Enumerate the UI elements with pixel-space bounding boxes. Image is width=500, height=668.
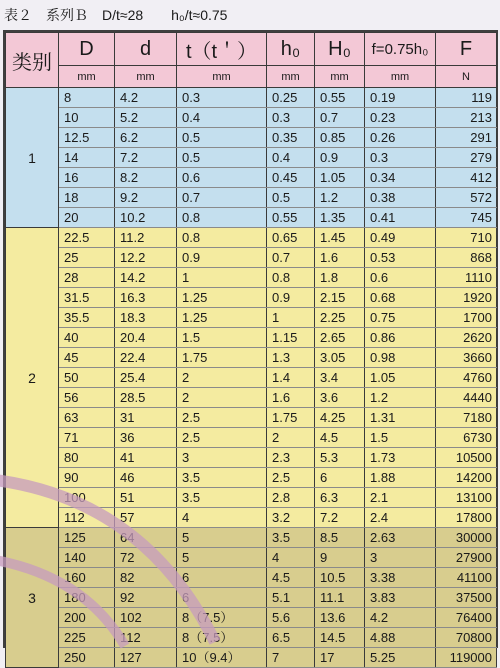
table-row bbox=[6, 168, 497, 188]
table-row bbox=[6, 248, 497, 268]
cell-H0: 14.5 bbox=[315, 628, 365, 648]
cell-F: 291 bbox=[436, 128, 497, 148]
table-row bbox=[6, 488, 497, 508]
table-body bbox=[6, 88, 497, 668]
cell-d: 4.2 bbox=[115, 88, 177, 108]
cell-F: 412 bbox=[436, 168, 497, 188]
cell-D: 56 bbox=[59, 388, 115, 408]
cell-t: 0.4 bbox=[177, 108, 267, 128]
cell-F: 3660 bbox=[436, 348, 497, 368]
cell-f: 1.88 bbox=[365, 468, 436, 488]
cell-h0: 6.5 bbox=[267, 628, 315, 648]
cell-f: 1.31 bbox=[365, 408, 436, 428]
unit-cell: mm bbox=[177, 66, 267, 88]
table-row bbox=[6, 508, 497, 528]
cell-F: 70800 bbox=[436, 628, 497, 648]
unit-cell: mm bbox=[315, 66, 365, 88]
cell-h0: 0.3 bbox=[267, 108, 315, 128]
cell-H0: 0.9 bbox=[315, 148, 365, 168]
cell-H0: 5.3 bbox=[315, 448, 365, 468]
cell-f: 0.53 bbox=[365, 248, 436, 268]
cell-F: 2620 bbox=[436, 328, 497, 348]
cell-D: 250 bbox=[59, 648, 115, 668]
cell-F: 14200 bbox=[436, 468, 497, 488]
cell-f: 0.23 bbox=[365, 108, 436, 128]
cell-f: 1.05 bbox=[365, 368, 436, 388]
cell-f: 1.2 bbox=[365, 388, 436, 408]
cell-H0: 9 bbox=[315, 548, 365, 568]
cell-D: 31.5 bbox=[59, 288, 115, 308]
table-row bbox=[6, 368, 497, 388]
cell-f: 0.3 bbox=[365, 148, 436, 168]
table-row bbox=[6, 228, 497, 248]
cell-t: 1.75 bbox=[177, 348, 267, 368]
cell-t: 8（7.5） bbox=[177, 628, 267, 648]
cell-f: 0.19 bbox=[365, 88, 436, 108]
cell-d: 22.4 bbox=[115, 348, 177, 368]
cell-d: 41 bbox=[115, 448, 177, 468]
cell-H0: 1.6 bbox=[315, 248, 365, 268]
table-row bbox=[6, 88, 497, 108]
cell-h0: 0.45 bbox=[267, 168, 315, 188]
cell-f: 2.1 bbox=[365, 488, 436, 508]
category-cell: 1 bbox=[6, 88, 59, 228]
header-category: 类别 bbox=[6, 33, 59, 88]
cell-H0: 6.3 bbox=[315, 488, 365, 508]
cell-D: 160 bbox=[59, 568, 115, 588]
cell-H0: 3.4 bbox=[315, 368, 365, 388]
cell-f: 3.83 bbox=[365, 588, 436, 608]
cell-t: 2 bbox=[177, 388, 267, 408]
cell-D: 80 bbox=[59, 448, 115, 468]
cell-d: 18.3 bbox=[115, 308, 177, 328]
cell-D: 20 bbox=[59, 208, 115, 228]
cell-t: 6 bbox=[177, 588, 267, 608]
cell-t: 5 bbox=[177, 548, 267, 568]
cell-f: 1.5 bbox=[365, 428, 436, 448]
cell-D: 28 bbox=[59, 268, 115, 288]
table-row bbox=[6, 188, 497, 208]
cell-h0: 0.9 bbox=[267, 288, 315, 308]
table-row bbox=[6, 388, 497, 408]
cell-h0: 5.1 bbox=[267, 588, 315, 608]
cell-D: 63 bbox=[59, 408, 115, 428]
cell-F: 17800 bbox=[436, 508, 497, 528]
spring-table-frame bbox=[3, 30, 498, 665]
cell-f: 0.38 bbox=[365, 188, 436, 208]
table-row bbox=[6, 208, 497, 228]
cell-d: 36 bbox=[115, 428, 177, 448]
cell-D: 180 bbox=[59, 588, 115, 608]
cell-F: 30000 bbox=[436, 528, 497, 548]
table-row bbox=[6, 328, 497, 348]
cell-h0: 0.25 bbox=[267, 88, 315, 108]
cell-D: 71 bbox=[59, 428, 115, 448]
cell-F: 76400 bbox=[436, 608, 497, 628]
cell-t: 4 bbox=[177, 508, 267, 528]
cell-F: 119 bbox=[436, 88, 497, 108]
cell-d: 64 bbox=[115, 528, 177, 548]
cell-f: 2.63 bbox=[365, 528, 436, 548]
cell-f: 0.68 bbox=[365, 288, 436, 308]
cell-H0: 0.85 bbox=[315, 128, 365, 148]
cell-d: 6.2 bbox=[115, 128, 177, 148]
cell-t: 10（9.4） bbox=[177, 648, 267, 668]
unit-cell: mm bbox=[59, 66, 115, 88]
table-row bbox=[6, 628, 497, 648]
header-inner-diameter: d bbox=[115, 33, 177, 66]
cell-F: 6730 bbox=[436, 428, 497, 448]
cell-F: 572 bbox=[436, 188, 497, 208]
cell-H0: 4.5 bbox=[315, 428, 365, 448]
cell-F: 1920 bbox=[436, 288, 497, 308]
cell-D: 18 bbox=[59, 188, 115, 208]
cell-f: 3 bbox=[365, 548, 436, 568]
cell-t: 3.5 bbox=[177, 468, 267, 488]
cell-F: 1110 bbox=[436, 268, 497, 288]
table-row bbox=[6, 528, 497, 548]
cell-H0: 4.25 bbox=[315, 408, 365, 428]
cell-d: 112 bbox=[115, 628, 177, 648]
cell-t: 0.6 bbox=[177, 168, 267, 188]
cell-d: 102 bbox=[115, 608, 177, 628]
cell-H0: 1.45 bbox=[315, 228, 365, 248]
cell-h0: 1.75 bbox=[267, 408, 315, 428]
table-row bbox=[6, 468, 497, 488]
cell-F: 119000 bbox=[436, 648, 497, 668]
cell-h0: 4 bbox=[267, 548, 315, 568]
cell-h0: 1.6 bbox=[267, 388, 315, 408]
cell-t: 0.7 bbox=[177, 188, 267, 208]
cell-h0: 4.5 bbox=[267, 568, 315, 588]
cell-H0: 10.5 bbox=[315, 568, 365, 588]
header-H0: H₀ bbox=[315, 33, 365, 66]
cell-H0: 2.25 bbox=[315, 308, 365, 328]
cell-d: 25.4 bbox=[115, 368, 177, 388]
cell-f: 4.2 bbox=[365, 608, 436, 628]
cell-t: 5 bbox=[177, 528, 267, 548]
table-row bbox=[6, 128, 497, 148]
cell-h0: 2.5 bbox=[267, 468, 315, 488]
cell-t: 0.9 bbox=[177, 248, 267, 268]
cell-H0: 13.6 bbox=[315, 608, 365, 628]
cell-H0: 6 bbox=[315, 468, 365, 488]
cell-D: 200 bbox=[59, 608, 115, 628]
cell-f: 5.25 bbox=[365, 648, 436, 668]
table-row bbox=[6, 608, 497, 628]
cell-F: 4760 bbox=[436, 368, 497, 388]
table-row bbox=[6, 308, 497, 328]
table-row bbox=[6, 448, 497, 468]
cell-t: 1.25 bbox=[177, 288, 267, 308]
cell-D: 100 bbox=[59, 488, 115, 508]
cell-d: 9.2 bbox=[115, 188, 177, 208]
cell-f: 0.34 bbox=[365, 168, 436, 188]
cell-D: 12.5 bbox=[59, 128, 115, 148]
category-cell: 3 bbox=[6, 528, 59, 668]
cell-d: 72 bbox=[115, 548, 177, 568]
cell-h0: 7 bbox=[267, 648, 315, 668]
cell-f: 0.86 bbox=[365, 328, 436, 348]
cell-h0: 0.65 bbox=[267, 228, 315, 248]
cell-D: 225 bbox=[59, 628, 115, 648]
cell-H0: 0.7 bbox=[315, 108, 365, 128]
table-row bbox=[6, 148, 497, 168]
cell-d: 7.2 bbox=[115, 148, 177, 168]
cell-H0: 1.05 bbox=[315, 168, 365, 188]
cell-h0: 0.55 bbox=[267, 208, 315, 228]
cell-H0: 1.2 bbox=[315, 188, 365, 208]
cell-h0: 1.3 bbox=[267, 348, 315, 368]
cell-d: 5.2 bbox=[115, 108, 177, 128]
header-deflection: f=0.75h₀ bbox=[365, 33, 436, 66]
table-title: 表２ 系列Ｂ D/t≈28 h₀/t≈0.75 bbox=[4, 7, 228, 23]
cell-d: 51 bbox=[115, 488, 177, 508]
cell-f: 0.98 bbox=[365, 348, 436, 368]
cell-H0: 7.2 bbox=[315, 508, 365, 528]
category-cell: 2 bbox=[6, 228, 59, 528]
cell-F: 1700 bbox=[436, 308, 497, 328]
cell-F: 13100 bbox=[436, 488, 497, 508]
cell-t: 3 bbox=[177, 448, 267, 468]
cell-H0: 1.8 bbox=[315, 268, 365, 288]
cell-D: 8 bbox=[59, 88, 115, 108]
cell-t: 2 bbox=[177, 368, 267, 388]
cell-t: 3.5 bbox=[177, 488, 267, 508]
cell-d: 28.5 bbox=[115, 388, 177, 408]
table-row bbox=[6, 408, 497, 428]
cell-D: 10 bbox=[59, 108, 115, 128]
cell-h0: 3.5 bbox=[267, 528, 315, 548]
cell-t: 1.5 bbox=[177, 328, 267, 348]
unit-cell: mm bbox=[267, 66, 315, 88]
cell-t: 1 bbox=[177, 268, 267, 288]
unit-cell: mm bbox=[115, 66, 177, 88]
cell-D: 112 bbox=[59, 508, 115, 528]
cell-D: 125 bbox=[59, 528, 115, 548]
table-row bbox=[6, 648, 497, 668]
cell-D: 35.5 bbox=[59, 308, 115, 328]
cell-H0: 11.1 bbox=[315, 588, 365, 608]
cell-h0: 5.6 bbox=[267, 608, 315, 628]
cell-t: 1.25 bbox=[177, 308, 267, 328]
cell-h0: 2 bbox=[267, 428, 315, 448]
cell-d: 8.2 bbox=[115, 168, 177, 188]
cell-f: 0.26 bbox=[365, 128, 436, 148]
table-row bbox=[6, 288, 497, 308]
cell-D: 22.5 bbox=[59, 228, 115, 248]
cell-d: 31 bbox=[115, 408, 177, 428]
table-row bbox=[6, 568, 497, 588]
header-thickness: t（t＇） bbox=[177, 33, 267, 66]
cell-D: 50 bbox=[59, 368, 115, 388]
cell-H0: 3.6 bbox=[315, 388, 365, 408]
cell-h0: 2.3 bbox=[267, 448, 315, 468]
cell-H0: 2.65 bbox=[315, 328, 365, 348]
cell-d: 10.2 bbox=[115, 208, 177, 228]
cell-h0: 0.5 bbox=[267, 188, 315, 208]
table-row bbox=[6, 268, 497, 288]
cell-D: 40 bbox=[59, 328, 115, 348]
cell-F: 279 bbox=[436, 148, 497, 168]
cell-f: 0.49 bbox=[365, 228, 436, 248]
cell-D: 45 bbox=[59, 348, 115, 368]
cell-D: 14 bbox=[59, 148, 115, 168]
cell-t: 0.8 bbox=[177, 228, 267, 248]
cell-h0: 0.8 bbox=[267, 268, 315, 288]
cell-h0: 3.2 bbox=[267, 508, 315, 528]
cell-H0: 17 bbox=[315, 648, 365, 668]
cell-D: 25 bbox=[59, 248, 115, 268]
cell-D: 90 bbox=[59, 468, 115, 488]
cell-t: 2.5 bbox=[177, 408, 267, 428]
spring-spec-table bbox=[5, 32, 497, 668]
cell-d: 127 bbox=[115, 648, 177, 668]
cell-h0: 0.35 bbox=[267, 128, 315, 148]
table-row bbox=[6, 108, 497, 128]
cell-d: 57 bbox=[115, 508, 177, 528]
cell-f: 0.6 bbox=[365, 268, 436, 288]
cell-d: 12.2 bbox=[115, 248, 177, 268]
cell-F: 7180 bbox=[436, 408, 497, 428]
cell-d: 16.3 bbox=[115, 288, 177, 308]
cell-H0: 0.55 bbox=[315, 88, 365, 108]
cell-t: 6 bbox=[177, 568, 267, 588]
header-outer-diameter: D bbox=[59, 33, 115, 66]
table-row bbox=[6, 588, 497, 608]
table-row bbox=[6, 428, 497, 448]
cell-D: 140 bbox=[59, 548, 115, 568]
cell-d: 14.2 bbox=[115, 268, 177, 288]
cell-F: 868 bbox=[436, 248, 497, 268]
cell-F: 41100 bbox=[436, 568, 497, 588]
cell-H0: 8.5 bbox=[315, 528, 365, 548]
cell-h0: 2.8 bbox=[267, 488, 315, 508]
cell-f: 0.41 bbox=[365, 208, 436, 228]
cell-d: 92 bbox=[115, 588, 177, 608]
cell-d: 11.2 bbox=[115, 228, 177, 248]
cell-f: 3.38 bbox=[365, 568, 436, 588]
table-row bbox=[6, 348, 497, 368]
unit-cell: N bbox=[436, 66, 497, 88]
cell-D: 16 bbox=[59, 168, 115, 188]
header-h0: h₀ bbox=[267, 33, 315, 66]
cell-h0: 1 bbox=[267, 308, 315, 328]
unit-cell: mm bbox=[365, 66, 436, 88]
cell-t: 2.5 bbox=[177, 428, 267, 448]
cell-f: 1.73 bbox=[365, 448, 436, 468]
cell-F: 37500 bbox=[436, 588, 497, 608]
cell-d: 46 bbox=[115, 468, 177, 488]
cell-F: 4440 bbox=[436, 388, 497, 408]
cell-f: 0.75 bbox=[365, 308, 436, 328]
cell-d: 82 bbox=[115, 568, 177, 588]
cell-h0: 0.7 bbox=[267, 248, 315, 268]
cell-d: 20.4 bbox=[115, 328, 177, 348]
cell-F: 213 bbox=[436, 108, 497, 128]
cell-F: 27900 bbox=[436, 548, 497, 568]
cell-F: 10500 bbox=[436, 448, 497, 468]
cell-F: 710 bbox=[436, 228, 497, 248]
cell-h0: 1.4 bbox=[267, 368, 315, 388]
cell-t: 8（7.5） bbox=[177, 608, 267, 628]
cell-t: 0.5 bbox=[177, 128, 267, 148]
cell-H0: 3.05 bbox=[315, 348, 365, 368]
table-row bbox=[6, 548, 497, 568]
cell-H0: 2.15 bbox=[315, 288, 365, 308]
cell-t: 0.3 bbox=[177, 88, 267, 108]
cell-f: 4.88 bbox=[365, 628, 436, 648]
cell-h0: 0.4 bbox=[267, 148, 315, 168]
cell-F: 745 bbox=[436, 208, 497, 228]
cell-t: 0.8 bbox=[177, 208, 267, 228]
cell-f: 2.4 bbox=[365, 508, 436, 528]
header-force: F bbox=[436, 33, 497, 66]
cell-t: 0.5 bbox=[177, 148, 267, 168]
cell-h0: 1.15 bbox=[267, 328, 315, 348]
cell-H0: 1.35 bbox=[315, 208, 365, 228]
